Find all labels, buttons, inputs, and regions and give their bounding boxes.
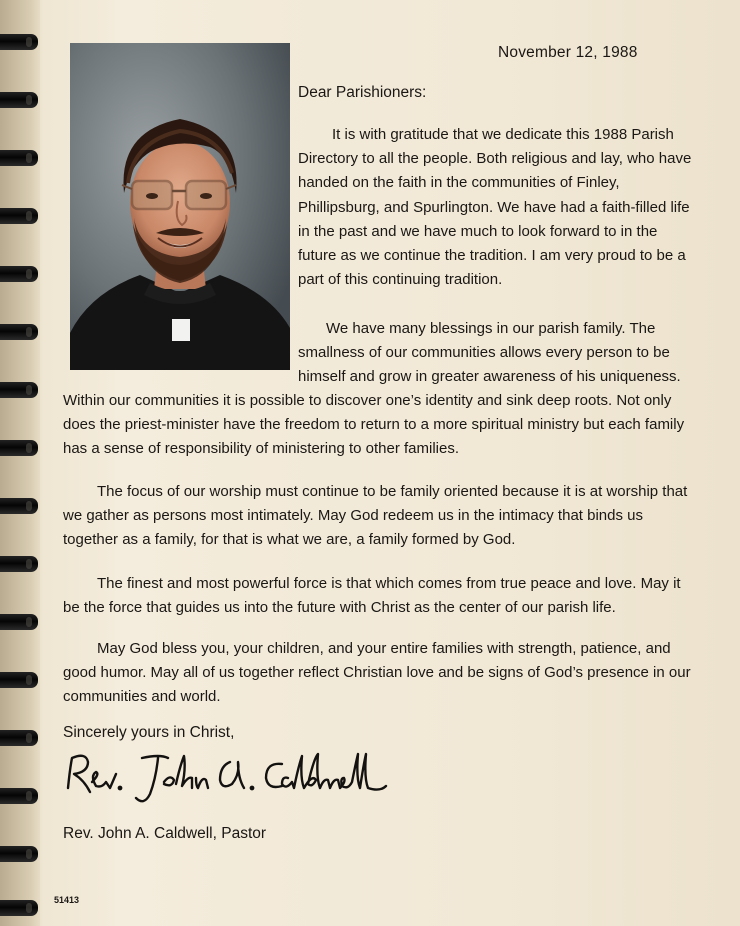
binding-ring [0, 846, 38, 862]
binding-ring [0, 672, 38, 688]
binding-ring [0, 92, 38, 108]
letter-paragraph-2-lower: Within our communities it is possible to discover one’s identity and sink deep roots. Not only does the priest-minister have the freedom to return to a more spiritual ministry but each family has a sense of responsibility of ministering to other families. [63, 392, 685, 458]
pastor-portrait [70, 43, 290, 370]
binding-ring [0, 440, 38, 456]
binding-ring [0, 498, 38, 514]
letter-paragraph-4: The finest and most powerful force is that which comes from true peace and love. May it be the force that guides us into the future with Christ as the center of our parish life. [63, 575, 681, 617]
letter-greeting: Dear Parishioners: [298, 84, 427, 101]
binding-ring [0, 382, 38, 398]
binding-ring [0, 900, 38, 916]
binding-ring [0, 150, 38, 166]
binding-ring [0, 788, 38, 804]
binding-ring [0, 556, 38, 572]
handwritten-signature [60, 748, 390, 808]
letter-date: November 12, 1988 [498, 44, 638, 61]
letter-paragraph-3: The focus of our worship must continue to be family oriented because it is at worship that we gather as persons most intimately. May God redeem us in the intimacy that binds us together as a family, for that is what we are, a family formed by God. [63, 483, 688, 549]
binding-ring [0, 34, 38, 50]
letter-paragraph-5: May God bless you, your children, and your entire families with strength, patience, and good humor. May all of us together reflect Christian love and be signs of God’s presence in our communities and world. [63, 640, 691, 706]
spiral-binding [0, 0, 40, 926]
binding-ring [0, 614, 38, 630]
page-code: 51413 [54, 895, 80, 905]
letter-paragraph-2-upper: We have many blessings in our parish family. The smallness of our communities allows every person to be himself and grow in greater awareness of his uniqueness. [298, 320, 681, 386]
letter-paragraph-1: It is with gratitude that we dedicate this 1988 Parish Directory to all the people. Both religious and lay, who have handed on the faith in the communities of Finley, Phillipsburg, and Spurlington. We have had a faith-filled life in the past and we have much to look forward to in the future as we continue the tradition. I am very proud to be a part of this continuing tradition. [298, 126, 692, 289]
letter-closing: Sincerely yours in Christ, [63, 724, 235, 741]
binding-ring [0, 324, 38, 340]
binding-ring [0, 730, 38, 746]
binding-ring [0, 266, 38, 282]
signer-name: Rev. John A. Caldwell, Pastor [63, 825, 267, 842]
binding-ring [0, 208, 38, 224]
